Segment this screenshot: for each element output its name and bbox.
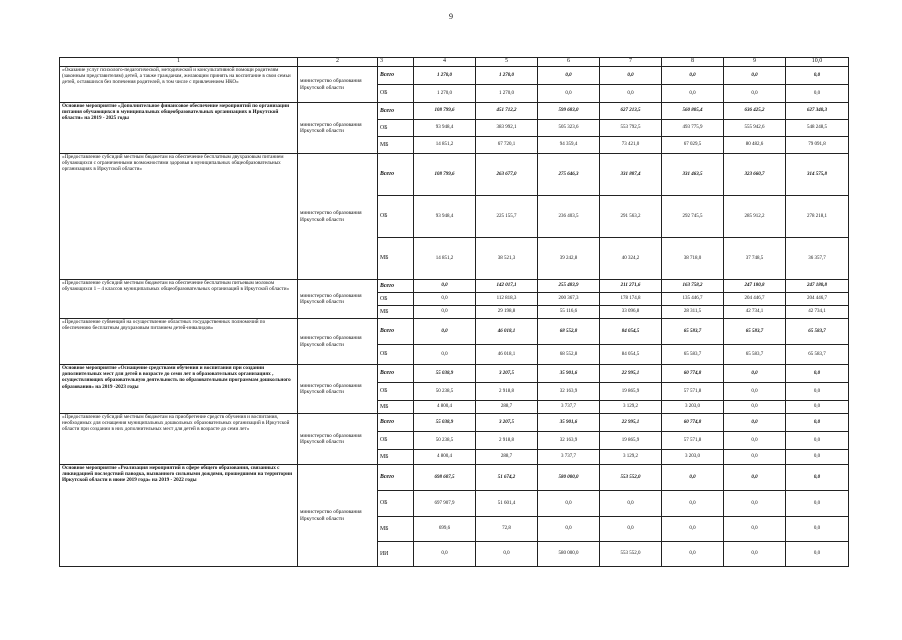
- amount-cell: 68 552,8: [538, 319, 600, 345]
- amount-cell: 505 323,6: [538, 120, 600, 137]
- amount-cell: 46 018,1: [476, 319, 538, 345]
- amount-cell: 0,0: [662, 465, 724, 491]
- amount-cell: 3 737,7: [538, 401, 600, 414]
- executor: министерство образования Иркутской области: [298, 67, 378, 103]
- amount-cell: 627 213,5: [600, 103, 662, 120]
- amount-cell: 65 583,7: [786, 345, 849, 365]
- table-row: [60, 319, 849, 345]
- funding-source: Всего: [378, 414, 414, 432]
- amount-cell: 0,0: [786, 365, 849, 383]
- amount-cell: 3 129,2: [600, 401, 662, 414]
- amount-cell: 1 270,0: [414, 85, 476, 103]
- table-row: [60, 280, 849, 293]
- amount-cell: 14 851,2: [414, 238, 476, 280]
- amount-cell: 94 359,4: [538, 137, 600, 154]
- amount-cell: 112 818,3: [476, 293, 538, 306]
- amount-cell: 37 748,5: [724, 238, 786, 280]
- amount-cell: 135 446,7: [662, 293, 724, 306]
- amount-cell: 200 367,3: [538, 293, 600, 306]
- amount-cell: 39 242,8: [538, 238, 600, 280]
- table-row: [60, 154, 849, 196]
- amount-cell: 548 248,5: [786, 120, 849, 137]
- executor: министерство образования Иркутской области: [298, 319, 378, 365]
- amount-cell: 29 198,8: [476, 306, 538, 319]
- amount-cell: 80 482,6: [724, 137, 786, 154]
- funding-source: МБ: [378, 401, 414, 414]
- executor: министерство образования Иркутской области: [298, 465, 378, 567]
- funding-source: Всего: [378, 365, 414, 383]
- page-number: 9: [449, 12, 453, 21]
- amount-cell: 0,0: [724, 432, 786, 450]
- amount-cell: 331 463,5: [662, 154, 724, 196]
- header-cell: 8: [662, 58, 724, 67]
- amount-cell: 0,0: [538, 491, 600, 517]
- amount-cell: 204 446,7: [724, 293, 786, 306]
- amount-cell: 3 129,2: [600, 450, 662, 465]
- amount-cell: 3 203,0: [662, 450, 724, 465]
- amount-cell: 38 718,0: [662, 238, 724, 280]
- amount-cell: 0,0: [724, 414, 786, 432]
- amount-cell: 288,7: [476, 401, 538, 414]
- header-cell: 6: [538, 58, 600, 67]
- amount-cell: 3 207,5: [476, 365, 538, 383]
- funding-source: ОБ: [378, 383, 414, 401]
- amount-cell: 0,0: [600, 67, 662, 85]
- amount-cell: 55 038,9: [414, 365, 476, 383]
- funding-source: ОБ: [378, 491, 414, 517]
- amount-cell: 14 851,2: [414, 137, 476, 154]
- amount-cell: 0,0: [538, 85, 600, 103]
- amount-cell: 0,0: [724, 383, 786, 401]
- amount-cell: 236 403,5: [538, 196, 600, 238]
- amount-cell: 0,0: [786, 67, 849, 85]
- measure-name: Основное мероприятие «Оснащение средствами обучения и воспитания при создании дополнительных мест для детей в возрасте до семи лет в образовательных организациях , осуществляющих образовательную деятельность по образовательным программам дошкольного образования» на 2019 -2023 годы: [60, 365, 298, 414]
- measure-name: «Предоставление субвенций на осуществление областных государственных полномочий по обеспечению бесплатным двухразовым питанием детей-инвалидов»: [60, 319, 298, 365]
- executor: министерство образования Иркутской области: [298, 414, 378, 465]
- amount-cell: 55 038,9: [414, 414, 476, 432]
- amount-cell: 35 901,6: [538, 365, 600, 383]
- amount-cell: 57 571,8: [662, 432, 724, 450]
- amount-cell: 0,0: [600, 85, 662, 103]
- amount-cell: 0,0: [600, 491, 662, 517]
- amount-cell: 108 799,6: [414, 154, 476, 196]
- header-cell: 10,0: [786, 58, 849, 67]
- amount-cell: 560 805,4: [662, 103, 724, 120]
- table-row: [60, 103, 849, 120]
- funding-source: ИИ: [378, 542, 414, 567]
- amount-cell: 73 421,0: [600, 137, 662, 154]
- funding-source: Всего: [378, 319, 414, 345]
- amount-cell: 0,0: [414, 345, 476, 365]
- amount-cell: 84 054,5: [600, 319, 662, 345]
- amount-cell: 1 270,0: [476, 67, 538, 85]
- amount-cell: 2 918,8: [476, 383, 538, 401]
- header-cell: 1: [60, 58, 298, 67]
- amount-cell: 0,0: [724, 517, 786, 542]
- amount-cell: 65 583,7: [724, 345, 786, 365]
- measure-name: «Предоставление субсидий местным бюджетам на обеспечение бесплатным питьевым молоком обучающихся 1 – 4 классов муниципальных общеобразовательных организаций в Иркутской области»: [60, 280, 298, 319]
- amount-cell: 323 660,7: [724, 154, 786, 196]
- amount-cell: 65 583,7: [786, 319, 849, 345]
- amount-cell: 60 774,8: [662, 414, 724, 432]
- amount-cell: 2 918,8: [476, 432, 538, 450]
- amount-cell: 0,0: [662, 542, 724, 567]
- amount-cell: 19 865,9: [600, 383, 662, 401]
- amount-cell: 0,0: [724, 450, 786, 465]
- amount-cell: 3 737,7: [538, 450, 600, 465]
- amount-cell: 553 552,0: [600, 465, 662, 491]
- funding-source: ОБ: [378, 120, 414, 137]
- funding-source: МБ: [378, 238, 414, 280]
- amount-cell: 0,0: [662, 67, 724, 85]
- amount-cell: 225 155,7: [476, 196, 538, 238]
- header-cell: 7: [600, 58, 662, 67]
- amount-cell: 0,0: [662, 491, 724, 517]
- amount-cell: 0,0: [786, 542, 849, 567]
- amount-cell: 0,0: [786, 414, 849, 432]
- amount-cell: 291 563,2: [600, 196, 662, 238]
- amount-cell: 0,0: [724, 542, 786, 567]
- amount-cell: 163 758,2: [662, 280, 724, 293]
- amount-cell: 1 270,0: [414, 67, 476, 85]
- amount-cell: 33 096,8: [600, 306, 662, 319]
- amount-cell: 288,7: [476, 450, 538, 465]
- amount-cell: 0,0: [414, 542, 476, 567]
- amount-cell: 0,0: [600, 517, 662, 542]
- amount-cell: 67 720,1: [476, 137, 538, 154]
- amount-cell: 57 571,8: [662, 383, 724, 401]
- amount-cell: 50 238,5: [414, 383, 476, 401]
- amount-cell: 22 995,1: [600, 414, 662, 432]
- executor: министерство образования Иркутской области: [298, 103, 378, 154]
- amount-cell: 0,0: [724, 67, 786, 85]
- header-cell: 4: [414, 58, 476, 67]
- amount-cell: 580 000,0: [538, 465, 600, 491]
- amount-cell: 699,6: [414, 517, 476, 542]
- budget-table: [59, 57, 849, 567]
- amount-cell: 0,0: [724, 401, 786, 414]
- amount-cell: 3 203,0: [662, 401, 724, 414]
- amount-cell: 0,0: [786, 401, 849, 414]
- amount-cell: 493 775,9: [662, 120, 724, 137]
- amount-cell: 0,0: [786, 432, 849, 450]
- amount-cell: 0,0: [476, 542, 538, 567]
- executor: министерство образования Иркутской области: [298, 154, 378, 280]
- executor: министерство образования Иркутской области: [298, 280, 378, 319]
- amount-cell: 698 607,5: [414, 465, 476, 491]
- amount-cell: 204 446,7: [786, 293, 849, 306]
- amount-cell: 0,0: [538, 67, 600, 85]
- amount-cell: 142 017,1: [476, 280, 538, 293]
- funding-source: Всего: [378, 280, 414, 293]
- amount-cell: 65 583,7: [724, 319, 786, 345]
- amount-cell: 178 174,8: [600, 293, 662, 306]
- amount-cell: 1 270,0: [476, 85, 538, 103]
- amount-cell: 0,0: [414, 280, 476, 293]
- amount-cell: 553 552,0: [600, 542, 662, 567]
- amount-cell: 383 992,1: [476, 120, 538, 137]
- amount-cell: 38 521,3: [476, 238, 538, 280]
- amount-cell: 3 207,5: [476, 414, 538, 432]
- amount-cell: 93 948,4: [414, 196, 476, 238]
- amount-cell: 0,0: [414, 293, 476, 306]
- funding-source: МБ: [378, 517, 414, 542]
- amount-cell: 278 218,1: [786, 196, 849, 238]
- amount-cell: 636 425,2: [724, 103, 786, 120]
- amount-cell: 51 601,4: [476, 491, 538, 517]
- measure-name: «Предоставление субсидий местным бюджетам на приобретение средств обучения и воспитания, необходимых для оснащения муниципальных дошкольных образовательных организаций в Иркутской области при создании в них дополнительных мест для детей в возрасте до семи лет»: [60, 414, 298, 465]
- measure-name: Основное мероприятие «Дополнительное финансовое обеспечение мероприятий по организации питания обучающихся в муниципальных общеобразовательных организациях в Иркутской области» на 2019 - 2025 годы: [60, 103, 298, 154]
- amount-cell: 0,0: [724, 465, 786, 491]
- amount-cell: 22 995,1: [600, 365, 662, 383]
- amount-cell: 0,0: [786, 465, 849, 491]
- amount-cell: 553 792,5: [600, 120, 662, 137]
- amount-cell: 0,0: [414, 319, 476, 345]
- funding-source: МБ: [378, 137, 414, 154]
- amount-cell: 247 180,8: [724, 280, 786, 293]
- funding-source: ОБ: [378, 85, 414, 103]
- header-cell: 2: [298, 58, 378, 67]
- amount-cell: 60 774,8: [662, 365, 724, 383]
- amount-cell: 68 552,8: [538, 345, 600, 365]
- amount-cell: 46 018,1: [476, 345, 538, 365]
- amount-cell: 42 734,1: [724, 306, 786, 319]
- amount-cell: 0,0: [724, 365, 786, 383]
- measure-name: «Оказание услуг психолого-педагогической, методической и консультативной помощи родителям (законным представителям) детей, а также гражданам, желающим принять на воспитание в свои семьи детей, оставшихся без попечения родителей, в том числе с привлечением НКО»: [60, 67, 298, 103]
- header-cell: 5: [476, 58, 538, 67]
- amount-cell: 32 163,9: [538, 432, 600, 450]
- amount-cell: 580 000,0: [538, 542, 600, 567]
- measure-name: Основное мероприятие «Реализация мероприятий в сфере общего образования, связанных с ликвидацией последствий паводка, вызванного сильными дождями, прошедшими на территории Иркутской области в июне 2019 года» на 2019 - 2022 годы: [60, 465, 298, 567]
- amount-cell: 0,0: [786, 517, 849, 542]
- amount-cell: 314 575,8: [786, 154, 849, 196]
- funding-source: МБ: [378, 450, 414, 465]
- amount-cell: 42 734,1: [786, 306, 849, 319]
- amount-cell: 247 180,8: [786, 280, 849, 293]
- amount-cell: 275 646,3: [538, 154, 600, 196]
- funding-source: Всего: [378, 154, 414, 196]
- amount-cell: 93 948,4: [414, 120, 476, 137]
- amount-cell: 627 340,3: [786, 103, 849, 120]
- amount-cell: 50 238,5: [414, 432, 476, 450]
- amount-cell: 255 483,9: [538, 280, 600, 293]
- table-body: [60, 58, 849, 567]
- table-row: [60, 465, 849, 491]
- amount-cell: 0,0: [662, 85, 724, 103]
- amount-cell: 0,0: [538, 517, 600, 542]
- funding-source: Всего: [378, 67, 414, 85]
- amount-cell: 84 054,5: [600, 345, 662, 365]
- table-row: [60, 414, 849, 432]
- amount-cell: 65 583,7: [662, 319, 724, 345]
- header-cell: 3: [378, 58, 414, 67]
- funding-source: Всего: [378, 465, 414, 491]
- funding-source: ОБ: [378, 196, 414, 238]
- funding-source: ОБ: [378, 293, 414, 306]
- amount-cell: 79 091,8: [786, 137, 849, 154]
- amount-cell: 0,0: [724, 491, 786, 517]
- amount-cell: 292 745,5: [662, 196, 724, 238]
- amount-cell: 65 583,7: [662, 345, 724, 365]
- funding-source: МБ: [378, 306, 414, 319]
- funding-source: ОБ: [378, 345, 414, 365]
- table-row: [60, 365, 849, 383]
- amount-cell: 72,8: [476, 517, 538, 542]
- amount-cell: 0,0: [786, 383, 849, 401]
- header-row: [60, 58, 849, 67]
- amount-cell: 108 799,6: [414, 103, 476, 120]
- amount-cell: 35 901,6: [538, 414, 600, 432]
- amount-cell: 55 116,6: [538, 306, 600, 319]
- amount-cell: 51 674,2: [476, 465, 538, 491]
- amount-cell: 599 683,0: [538, 103, 600, 120]
- amount-cell: 0,0: [414, 306, 476, 319]
- amount-cell: 0,0: [786, 491, 849, 517]
- amount-cell: 697 907,9: [414, 491, 476, 517]
- funding-source: ОБ: [378, 432, 414, 450]
- amount-cell: 4 800,4: [414, 450, 476, 465]
- executor: министерство образования Иркутской области: [298, 365, 378, 414]
- amount-cell: 36 357,7: [786, 238, 849, 280]
- amount-cell: 263 677,0: [476, 154, 538, 196]
- funding-source: Всего: [378, 103, 414, 120]
- amount-cell: 0,0: [786, 85, 849, 103]
- amount-cell: 19 865,9: [600, 432, 662, 450]
- amount-cell: 331 887,4: [600, 154, 662, 196]
- amount-cell: 4 800,4: [414, 401, 476, 414]
- amount-cell: 451 712,2: [476, 103, 538, 120]
- table-row: [60, 67, 849, 85]
- amount-cell: 67 029,5: [662, 137, 724, 154]
- header-cell: 9: [724, 58, 786, 67]
- amount-cell: 40 324,2: [600, 238, 662, 280]
- amount-cell: 0,0: [786, 450, 849, 465]
- amount-cell: 32 163,9: [538, 383, 600, 401]
- amount-cell: 0,0: [724, 85, 786, 103]
- amount-cell: 28 311,5: [662, 306, 724, 319]
- amount-cell: 555 942,6: [724, 120, 786, 137]
- amount-cell: 285 912,2: [724, 196, 786, 238]
- amount-cell: 0,0: [662, 517, 724, 542]
- amount-cell: 211 271,6: [600, 280, 662, 293]
- measure-name: «Предоставление субсидий местным бюджетам на обеспечение бесплатным двухразовым питанием обучающихся с ограниченными возможностями здоровья в муниципальных общеобразовательных организациях в Иркутской области»: [60, 154, 298, 280]
